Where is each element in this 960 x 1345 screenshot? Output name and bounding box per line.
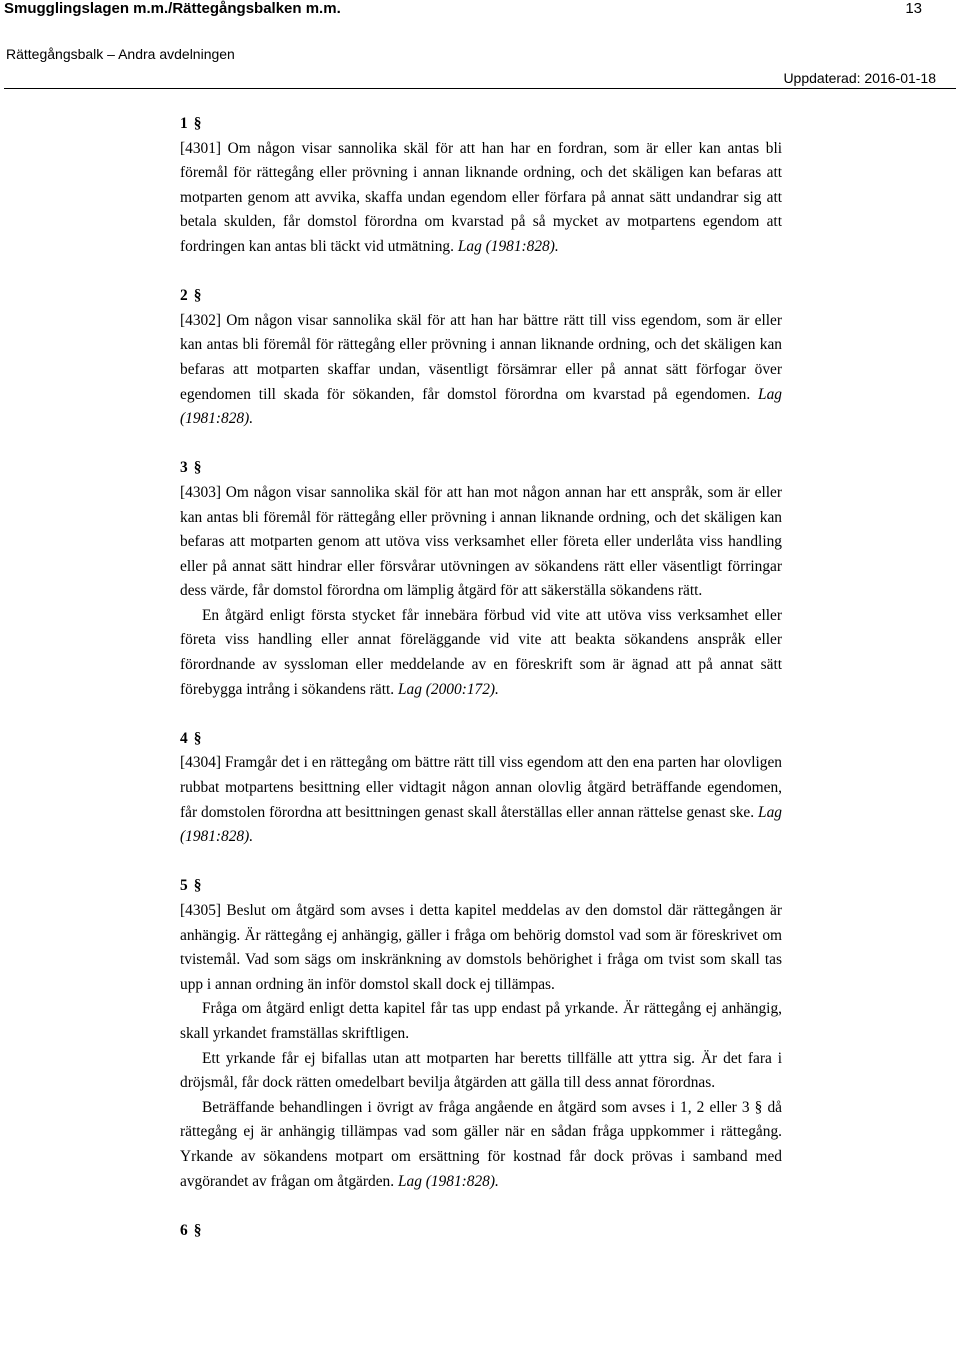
law-reference: Lag (1981:828). (457, 237, 559, 255)
paragraph-text: En åtgärd enligt första stycket får innebära förbud vid vite att utöva viss verksamhet eller företa viss handling eller annat föreläggande vid vite att beakta sökandens anspråk eller förordnande av syssloman eller meddelande av en föreskrift som är ägnad att på annat sätt förebygga intrång i sökandens rätt. (180, 606, 782, 698)
section-sign: § (193, 877, 202, 895)
section-6 (180, 1219, 782, 1244)
section-3 (180, 456, 782, 702)
law-reference: Lag (2000:172). (397, 680, 499, 698)
section-number: 6 (180, 1221, 188, 1239)
section-sign: § (193, 1221, 202, 1239)
section-number: 3 (180, 459, 188, 477)
document-title: Smugglingslagen m.m./Rättegångsbalken m.m. (4, 0, 341, 17)
section-2 (180, 284, 782, 432)
paragraph-text: [4302] Om någon visar sannolika skäl för att han har bättre rätt till viss egendom, som är eller kan antas bli föremål för rättegång eller prövning i annan liknande ordning, och det skäligen kan befaras att motparten skaffar undan, väsentligt försämrar eller på annat sätt förfogar över egendomen till skada för sökanden, får domstol förordna om kvarstad på egendomen. (180, 311, 782, 403)
paragraph (180, 751, 782, 849)
paragraph-text: Fråga om åtgärd enligt detta kapitel får tas upp endast på yrkande. Är rättegång ej anhängig, skall yrkandet framställas skriftligen. (180, 1000, 782, 1042)
section-sign: § (193, 729, 202, 747)
updated-date: Uppdaterad: 2016-01-18 (783, 70, 936, 86)
section-heading (180, 456, 782, 481)
paragraph-text: Ett yrkande får ej bifallas utan att motparten har beretts tillfälle att yttra sig. Är det fara i dröjsmål, får dock rätten omedelbart bevilja åtgärden att gälla till dess annat förordnas. (180, 1049, 782, 1092)
paragraph (180, 309, 782, 432)
page-number: 13 (905, 0, 922, 17)
paragraph (180, 604, 782, 702)
section-heading (180, 874, 782, 899)
section-sign: § (193, 459, 202, 477)
document-body (180, 112, 782, 1268)
section-heading (180, 284, 782, 309)
section-5 (180, 874, 782, 1194)
paragraph (180, 1096, 782, 1194)
paragraph (180, 997, 782, 1046)
header-divider (4, 88, 956, 89)
paragraph-text: Beträffande behandlingen i övrigt av fråga angående en åtgärd som avses i 1, 2 eller 3 § då rättegång ej är anhängig tillämpas vad som gäller när en sådan fråga uppkommer i rättegång. Yrkande av sökandens motpart om ersättning för kostnad får dock prövas i samband med avgörandet av frågan om åtgärden. (180, 1098, 782, 1190)
section-heading (180, 1219, 782, 1244)
section-sign: § (193, 287, 202, 305)
section-heading (180, 727, 782, 752)
section-number: 2 (180, 287, 188, 305)
paragraph-text: [4305] Beslut om åtgärd som avses i detta kapitel meddelas av den domstol där rättegången är anhängig. Är rättegång ej anhängig, gäller i fråga om behörig domstol vad som är föreskrivet om tvistemål. Vad som sägs om inskränkning av domstols behörighet i fråga om tvist som skall tas upp i annan ordning än inför domstol skall dock ej tillämpas. (180, 902, 782, 993)
paragraph (180, 481, 782, 604)
law-reference: Lag (1981:828). (180, 803, 782, 846)
law-reference: Lag (1981:828). (397, 1172, 499, 1190)
paragraph (180, 1047, 782, 1096)
paragraph-text: [4303] Om någon visar sannolika skäl för att han mot någon annan har ett anspråk, som är eller kan antas bli föremål för rättegång eller prövning i annan liknande ordning, och det skäligen kan befaras att motparten genom att utöva viss verksamhet eller företa eller underlåta viss handling eller på annat sätt hindrar eller försvårar utövningen av sökandens rätt eller väsentligt förringar dess värde, får domstol förordna om lämplig åtgärd för att säkerställa sökandens rätt. (180, 483, 782, 600)
paragraph-text: [4301] Om någon visar sannolika skäl för att han har en fordran, som är eller kan antas bli föremål för rättegång eller prövning i annan liknande ordning, och det skäligen kan befaras att motparten genom att avvika, skaffa undan egendom eller förfara på annat sätt undandrar sig att betala skulden, får domstol förordna om kvarstad på så mycket av motpartens egendom att fordringen kan antas bli täckt vid utmätning. (180, 139, 782, 255)
section-number: 5 (180, 877, 188, 895)
paragraph (180, 899, 782, 997)
subtitle: Rättegångsbalk – Andra avdelningen (6, 46, 235, 62)
section-number: 1 (180, 115, 188, 132)
paragraph (180, 137, 782, 260)
section-sign: § (193, 115, 202, 132)
section-1 (180, 112, 782, 260)
section-number: 4 (180, 729, 188, 747)
paragraph-text: [4304] Framgår det i en rättegång om bättre rätt till viss egendom att den ena parten har olovligen rubbat motpartens besittning eller vidtagit någon annan olovlig åtgärd beträffande egendomen, får domstolen förordna att besittningen genast skall återställas eller annan rättelse genast ske. (180, 754, 782, 821)
law-reference: Lag (1981:828). (180, 385, 782, 428)
section-4 (180, 727, 782, 850)
section-heading (180, 112, 782, 137)
